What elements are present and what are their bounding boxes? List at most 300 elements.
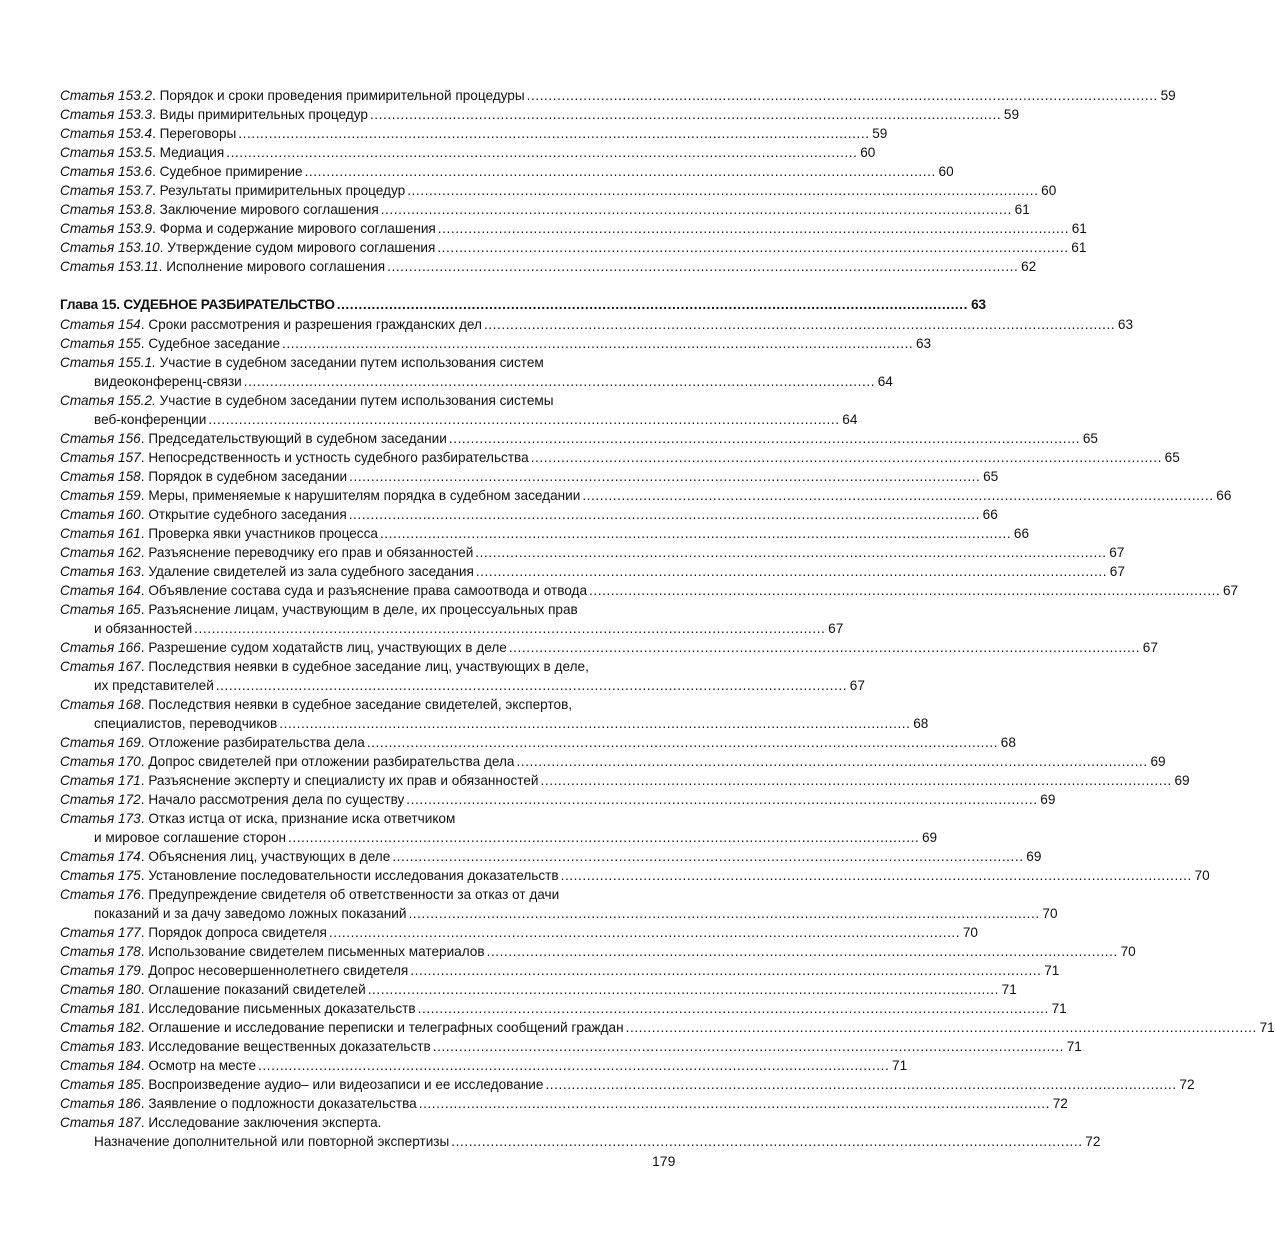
entry-title: Заявление о подложности доказательства xyxy=(148,1096,417,1111)
entry-text xyxy=(60,353,544,372)
entry-text: Статья 176. Предупреждение свидетеля об ответственности за отказ от дачи xyxy=(60,887,560,902)
article-number: Статья 186 xyxy=(60,1096,141,1111)
toc-entry-line xyxy=(60,733,1016,752)
toc-entry xyxy=(60,980,1017,999)
entry-page: 69 xyxy=(1040,792,1056,807)
toc-entry-line xyxy=(60,181,1057,200)
chapter-page: 63 xyxy=(971,297,986,312)
toc-entry-line xyxy=(60,524,1030,543)
toc-entry xyxy=(60,562,1125,581)
article-number: Статья 177 xyxy=(60,925,141,940)
dot-leader xyxy=(367,733,996,752)
entry-text: Статья 183. Исследование вещественных доказательств xyxy=(60,1039,431,1054)
entry-page: 71 xyxy=(1001,982,1017,997)
toc-section-chapter-15 xyxy=(60,315,1275,1151)
entry-title: Судебное заседание xyxy=(148,336,281,351)
entry-text: Статья 186. Заявление о подложности доказательства xyxy=(60,1096,417,1111)
entry-page: 70 xyxy=(1042,906,1058,921)
toc-entry xyxy=(60,695,929,733)
toc-entry xyxy=(60,429,1098,448)
entry-title: Исследование вещественных доказательств xyxy=(148,1039,431,1054)
dot-leader xyxy=(279,714,908,733)
article-number: Статья 180 xyxy=(60,982,141,997)
entry-title: Оглашение и исследование переписки и телеграфных сообщений граждан xyxy=(148,1020,624,1035)
toc-entry-line xyxy=(60,200,1030,219)
dot-leader xyxy=(433,1037,1062,1056)
article-number: Статья 153.2 xyxy=(60,88,153,103)
entry-page: 67 xyxy=(1223,583,1239,598)
toc-entry xyxy=(60,961,1060,980)
toc-entry-line xyxy=(60,600,679,619)
toc-entry xyxy=(60,181,1057,200)
toc-entry xyxy=(60,200,1030,219)
dot-leader xyxy=(475,543,1104,562)
entry-title: Заключение мирового соглашения xyxy=(159,202,379,217)
entry-text: Статья 153.11. Исполнение мирового соглашения xyxy=(60,259,386,274)
article-number: Статья 166 xyxy=(60,640,141,655)
toc-entry-line xyxy=(60,124,888,143)
article-number: Статья 163 xyxy=(60,564,141,579)
entry-title: Исполнение мирового соглашения xyxy=(166,259,386,274)
toc-entry-line xyxy=(60,847,1042,866)
toc-entry-line xyxy=(60,448,1180,467)
toc-entry-line xyxy=(60,162,954,181)
entry-text xyxy=(94,904,406,923)
entry-page: 63 xyxy=(915,336,932,351)
entry-title: Отложение разбирательства дела xyxy=(148,735,365,750)
article-number: Статья 171 xyxy=(60,773,141,788)
entry-text: Статья 162. Разъяснение переводчику его прав и обязанностей xyxy=(60,545,474,560)
toc-entry xyxy=(60,315,1134,334)
toc-entry xyxy=(60,733,1016,752)
entry-title: Последствия неявки в судебное заседание свидетелей, экспертов, xyxy=(148,697,573,712)
article-number: Статья 179 xyxy=(60,963,141,978)
entry-page: 66 xyxy=(1216,488,1232,503)
entry-page: 72 xyxy=(1085,1134,1101,1149)
entry-page: 69 xyxy=(1026,849,1042,864)
entry-title: Объявление состава суда и разъяснение права самоотвода и отвода xyxy=(148,583,588,598)
entry-text: Статья 164. Объявление состава суда и разъяснение права самоотвода и отвода xyxy=(60,583,588,598)
dot-leader xyxy=(407,181,1036,200)
entry-text: Статья 163. Удаление свидетелей из зала судебного заседания xyxy=(60,564,474,579)
toc-entry xyxy=(60,1094,1068,1113)
dot-leader xyxy=(392,847,1021,866)
entry-text: Статья 182. Оглашение и исследование переписки и телеграфных сообщений граждан xyxy=(60,1020,624,1035)
article-number: Статья 161 xyxy=(60,526,141,541)
entry-page: 64 xyxy=(877,374,893,389)
entry-text: Статья 185. Воспроизведение аудио– или видеозаписи и ее исследование xyxy=(60,1077,544,1092)
entry-page: 71 xyxy=(892,1058,908,1073)
entry-title: Сроки рассмотрения и разрешения гражданских дел xyxy=(148,317,482,332)
dot-leader xyxy=(545,1075,1174,1094)
entry-page: 60 xyxy=(1041,183,1057,198)
toc-entry-line xyxy=(60,505,998,524)
entry-text: Статья 166. Разрешение судом ходатайств лиц, участвующих в деле xyxy=(60,640,507,655)
entry-page: 61 xyxy=(1071,221,1087,236)
entry-title: Меры, применяемые к нарушителям порядка в судебном заседании xyxy=(148,488,581,503)
toc-entry-line xyxy=(60,771,1190,790)
entry-text: Статья 153.3. Виды примирительных процедур xyxy=(60,107,368,122)
toc-entry xyxy=(60,1018,1275,1037)
dot-leader xyxy=(410,961,1039,980)
entry-page: 60 xyxy=(938,164,954,179)
toc-entry xyxy=(60,942,1136,961)
toc-entry-line xyxy=(60,391,679,410)
toc-entry xyxy=(60,543,1125,562)
entry-text: Статья 177. Порядок допроса свидетеля xyxy=(60,925,327,940)
dot-leader xyxy=(408,904,1037,923)
dot-leader xyxy=(381,200,1010,219)
dot-leader xyxy=(476,562,1105,581)
entry-title: Исследование заключения эксперта. xyxy=(148,1115,382,1130)
article-number: Статья 167 xyxy=(60,659,141,674)
toc-entry-continuation xyxy=(60,1132,1101,1151)
toc-entry-line xyxy=(60,695,679,714)
dot-leader xyxy=(216,676,845,695)
entry-text xyxy=(94,1132,449,1151)
entry-title: Судебное примирение xyxy=(159,164,303,179)
entry-page: 65 xyxy=(983,469,999,484)
entry-title: Председательствующий в судебном заседании xyxy=(148,431,447,446)
entry-text: Статья 156. Председательствующий в судебном заседании xyxy=(60,431,447,446)
entry-page: 67 xyxy=(849,678,865,693)
toc-entry-line xyxy=(60,999,1067,1018)
dot-leader xyxy=(349,505,978,524)
toc-entry xyxy=(60,162,954,181)
entry-text xyxy=(94,619,192,638)
entry-text: Статья 184. Осмотр на месте xyxy=(60,1058,257,1073)
dot-leader xyxy=(561,866,1190,885)
toc-entry xyxy=(60,391,858,429)
entry-title: Непосредственность и устность судебного разбирательства xyxy=(148,450,529,465)
entry-page: 65 xyxy=(1164,450,1180,465)
dot-leader xyxy=(517,752,1146,771)
dot-leader xyxy=(418,999,1047,1018)
toc-entry xyxy=(60,219,1087,238)
entry-page: 61 xyxy=(1014,202,1030,217)
toc-entry-line xyxy=(60,961,1060,980)
entry-title: Оглашение показаний свидетелей xyxy=(148,982,366,997)
toc-entry-line xyxy=(60,143,876,162)
entry-page: 68 xyxy=(1000,735,1016,750)
entry-text: Статья 169. Отложение разбирательства дела xyxy=(60,735,365,750)
entry-title: Виды примирительных процедур xyxy=(159,107,368,122)
toc-entry-line xyxy=(60,1018,1275,1037)
toc-entry-line xyxy=(60,1075,1195,1094)
toc-entry xyxy=(60,657,865,695)
entry-text: Статья 178. Использование свидетелем письменных материалов xyxy=(60,944,485,959)
toc-entry-line xyxy=(60,980,1017,999)
toc-entry xyxy=(60,1075,1195,1094)
article-number: Статья 170 xyxy=(60,754,141,769)
entry-title: показаний и за дачу заведомо ложных показаний xyxy=(94,906,407,921)
toc-entry xyxy=(60,1037,1082,1056)
entry-title: их представителей xyxy=(94,678,214,693)
entry-text xyxy=(94,410,206,429)
entry-title: Порядок в судебном заседании xyxy=(148,469,348,484)
entry-title: Осмотр на месте xyxy=(148,1058,257,1073)
entry-text: Статья 173. Отказ истца от иска, признание иска ответчиком xyxy=(60,811,456,826)
toc-entry xyxy=(60,257,1037,276)
entry-page: 72 xyxy=(1052,1096,1068,1111)
toc-entry xyxy=(60,334,932,353)
entry-page: 65 xyxy=(1082,431,1098,446)
entry-text: Статья 153.7. Результаты примирительных процедур xyxy=(60,183,406,198)
entry-title: Допрос свидетелей при отложении разбирательства дела xyxy=(148,754,515,769)
dot-leader xyxy=(305,162,934,181)
dot-leader xyxy=(282,334,911,353)
toc-entry-continuation xyxy=(60,904,1058,923)
entry-title: Предупреждение свидетеля об ответственности за отказ от дачи xyxy=(148,887,560,902)
article-number: Статья 153.4 xyxy=(60,126,153,141)
dot-leader xyxy=(194,619,823,638)
dot-leader xyxy=(484,315,1113,334)
toc-entry-continuation xyxy=(60,714,929,733)
article-number: Статья 182 xyxy=(60,1020,141,1035)
entry-text: Статья 153.6. Судебное примирение xyxy=(60,164,303,179)
dot-leader xyxy=(541,771,1170,790)
entry-text: Статья 165. Разъяснение лицам, участвующим в деле, их процессуальных прав xyxy=(60,602,578,617)
article-number: Статья 153.8 xyxy=(60,202,153,217)
toc-entry-line xyxy=(60,353,679,372)
article-number: Статья 155.2. xyxy=(60,393,156,408)
article-number: Статья 155 xyxy=(60,336,141,351)
entry-text: Статья 153.8. Заключение мирового соглашения xyxy=(60,202,379,217)
entry-page: 59 xyxy=(872,126,888,141)
article-number: Статья 164 xyxy=(60,583,141,598)
toc-entry-line xyxy=(60,334,932,353)
entry-page: 63 xyxy=(1117,317,1134,332)
article-number: Статья 172 xyxy=(60,792,141,807)
article-number: Статья 153.3 xyxy=(60,107,153,122)
toc-entry xyxy=(60,866,1210,885)
article-number: Статья 159 xyxy=(60,488,141,503)
entry-text: Статья 154. Сроки рассмотрения и разрешения гражданских дел xyxy=(60,317,482,332)
entry-title: Утверждение судом мирового соглашения xyxy=(167,240,436,255)
toc-entry-line xyxy=(60,638,1158,657)
toc-entry xyxy=(60,999,1067,1018)
toc-entry-line xyxy=(60,257,1037,276)
article-number: Статья 169 xyxy=(60,735,141,750)
toc-entry xyxy=(60,448,1180,467)
entry-text: Статья 172. Начало рассмотрения дела по существу xyxy=(60,792,405,807)
entry-text: Статья 159. Меры, применяемые к нарушителям порядка в судебном заседании xyxy=(60,488,581,503)
article-number: Статья 184 xyxy=(60,1058,141,1073)
toc-entry-continuation xyxy=(60,372,893,391)
entry-title: Открытие судебного заседания xyxy=(148,507,347,522)
dot-leader xyxy=(589,581,1218,600)
page-number: 179 xyxy=(652,1153,676,1169)
dot-leader xyxy=(437,238,1066,257)
dot-leader xyxy=(238,124,867,143)
entry-page: 67 xyxy=(1109,564,1125,579)
dot-leader xyxy=(370,105,999,124)
toc-entry-line xyxy=(60,105,1020,124)
toc-entry-line xyxy=(60,467,999,486)
entry-title: Назначение дополнительной или повторной экспертизы xyxy=(94,1134,450,1149)
entry-page: 71 xyxy=(1044,963,1060,978)
toc-entry-line xyxy=(60,923,978,942)
entry-page: 67 xyxy=(1142,640,1158,655)
article-number: Статья 185 xyxy=(60,1077,141,1092)
toc-entry xyxy=(60,600,844,638)
entry-page: 70 xyxy=(1120,944,1136,959)
toc-entry-line xyxy=(60,238,1087,257)
chapter-title: Глава 15. СУДЕБНОЕ РАЗБИРАТЕЛЬСТВО xyxy=(60,297,335,312)
article-number: Статья 153.10 xyxy=(60,240,160,255)
entry-title: Медиация xyxy=(159,145,225,160)
entry-title: Участие в судебном заседании путем использования систем xyxy=(159,355,544,370)
entry-page: 64 xyxy=(842,412,858,427)
toc-entry-continuation xyxy=(60,410,858,429)
entry-text xyxy=(94,676,214,695)
entry-page: 70 xyxy=(1194,868,1210,883)
toc-entry-line xyxy=(60,219,1087,238)
entry-page: 62 xyxy=(1021,259,1037,274)
article-number: Статья 174 xyxy=(60,849,141,864)
entry-page: 69 xyxy=(1150,754,1166,769)
dot-leader xyxy=(582,486,1211,505)
dot-leader xyxy=(531,448,1160,467)
dot-leader xyxy=(527,86,1156,105)
dot-leader xyxy=(258,1056,887,1075)
toc-entry xyxy=(60,847,1042,866)
toc-entry-continuation xyxy=(60,619,844,638)
entry-text: Статья 153.2. Порядок и сроки проведения примирительной процедуры xyxy=(60,88,525,103)
entry-title: Отказ истца от иска, признание иска ответчиком xyxy=(148,811,456,826)
entry-title: Проверка явки участников процесса xyxy=(148,526,378,541)
toc-entry xyxy=(60,238,1087,257)
entry-title: Участие в судебном заседании путем использования системы xyxy=(159,393,554,408)
entry-title: специалистов, переводчиков xyxy=(94,716,278,731)
entry-page: 71 xyxy=(1051,1001,1067,1016)
entry-text: Статья 187. Исследование заключения эксперта. xyxy=(60,1115,382,1130)
entry-title: Форма и содержание мирового соглашения xyxy=(159,221,436,236)
toc-entry-line xyxy=(60,752,1166,771)
dot-leader xyxy=(451,1132,1080,1151)
toc-entry xyxy=(60,105,1020,124)
toc-entry xyxy=(60,505,998,524)
entry-title: Разъяснение лицам, участвующим в деле, их процессуальных прав xyxy=(148,602,578,617)
article-number: Статья 176 xyxy=(60,887,141,902)
dot-leader xyxy=(509,638,1138,657)
toc-entry-continuation xyxy=(60,676,865,695)
toc-entry xyxy=(60,638,1158,657)
entry-page: 67 xyxy=(1109,545,1125,560)
entry-text: Статья 155. Судебное заседание xyxy=(60,336,281,351)
toc-entry xyxy=(60,923,978,942)
article-number: Статья 157 xyxy=(60,450,141,465)
article-number: Статья 165 xyxy=(60,602,141,617)
dot-leader xyxy=(419,1094,1048,1113)
toc-entry xyxy=(60,1113,1101,1151)
entry-page: 59 xyxy=(1160,88,1176,103)
toc-entry-line xyxy=(60,486,1232,505)
toc-entry xyxy=(60,581,1239,600)
entry-text: Статья 153.4. Переговоры xyxy=(60,126,237,141)
article-number: Статья 156 xyxy=(60,431,141,446)
entry-page: 61 xyxy=(1071,240,1087,255)
entry-text: Статья 180. Оглашение показаний свидетелей xyxy=(60,982,366,997)
toc-entry xyxy=(60,771,1190,790)
toc-entry xyxy=(60,124,888,143)
article-number: Статья 178 xyxy=(60,944,141,959)
entry-text: Статья 174. Объяснения лиц, участвующих в деле xyxy=(60,849,391,864)
toc-entry-line xyxy=(60,657,679,676)
entry-text: Статья 160. Открытие судебного заседания xyxy=(60,507,347,522)
dot-leader xyxy=(349,467,978,486)
entry-title: видеоконференц-связи xyxy=(94,374,242,389)
toc-entry xyxy=(60,1056,908,1075)
toc-entry-line xyxy=(60,1094,1068,1113)
entry-page: 59 xyxy=(1003,107,1020,122)
entry-page: 66 xyxy=(1013,526,1030,541)
dot-leader xyxy=(626,1018,1255,1037)
entry-page: 71 xyxy=(1066,1039,1082,1054)
entry-title: Допрос несовершеннолетнего свидетеля xyxy=(148,963,409,978)
entry-title: Порядок допроса свидетеля xyxy=(148,925,327,940)
entry-text: Статья 168. Последствия неявки в судебное заседание свидетелей, экспертов, xyxy=(60,697,573,712)
entry-page: 72 xyxy=(1179,1077,1195,1092)
entry-text: Статья 153.5. Медиация xyxy=(60,145,225,160)
toc-entry xyxy=(60,86,1176,105)
article-number: Статья 153.6 xyxy=(60,164,153,179)
entry-title: Использование свидетелем письменных материалов xyxy=(148,944,485,959)
toc-entry xyxy=(60,809,938,847)
article-number: Статья 153.11 xyxy=(60,259,159,274)
entry-text: Статья 175. Установление последовательности исследования доказательств xyxy=(60,868,559,883)
table-of-contents xyxy=(60,86,1275,1151)
entry-title: Последствия неявки в судебное заседание лиц, участвующих в деле, xyxy=(148,659,589,674)
toc-section-153 xyxy=(60,86,1176,276)
dot-leader xyxy=(244,372,873,391)
entry-page: 68 xyxy=(913,716,929,731)
chapter-heading xyxy=(60,295,986,314)
entry-title: Разрешение судом ходатайств лиц, участвующих в деле xyxy=(148,640,507,655)
toc-entry-line xyxy=(60,790,1056,809)
toc-entry xyxy=(60,467,999,486)
dot-leader xyxy=(208,410,837,429)
dot-leader xyxy=(288,828,917,847)
entry-text: Статья 158. Порядок в судебном заседании xyxy=(60,469,348,484)
entry-text: Статья 181. Исследование письменных доказательств xyxy=(60,1001,416,1016)
entry-text: Статья 171. Разъяснение эксперту и специалисту их прав и обязанностей xyxy=(60,773,539,788)
article-number: Статья 158 xyxy=(60,469,141,484)
entry-text: Статья 153.10. Утверждение судом мирового соглашения xyxy=(60,240,436,255)
article-number: Статья 160 xyxy=(60,507,141,522)
toc-entry xyxy=(60,524,1030,543)
entry-text xyxy=(94,828,286,847)
entry-page: 69 xyxy=(1174,773,1190,788)
toc-entry-line xyxy=(60,543,1125,562)
entry-title: Объяснения лиц, участвующих в деле xyxy=(148,849,391,864)
entry-page: 66 xyxy=(982,507,998,522)
entry-title: Переговоры xyxy=(159,126,237,141)
toc-entry xyxy=(60,353,893,391)
toc-entry xyxy=(60,885,1058,923)
entry-text: Статья 179. Допрос несовершеннолетнего свидетеля xyxy=(60,963,409,978)
dot-leader xyxy=(226,143,855,162)
article-number: Статья 175 xyxy=(60,868,141,883)
toc-entry xyxy=(60,752,1166,771)
entry-text: Статья 161. Проверка явки участников процесса xyxy=(60,526,378,541)
entry-page: 69 xyxy=(922,830,938,845)
article-number: Статья 153.9 xyxy=(60,221,153,236)
dot-leader xyxy=(380,524,1009,543)
entry-text: Статья 170. Допрос свидетелей при отложении разбирательства дела xyxy=(60,754,515,769)
entry-page: 70 xyxy=(962,925,978,940)
entry-title: Порядок и сроки проведения примирительной процедуры xyxy=(159,88,525,103)
